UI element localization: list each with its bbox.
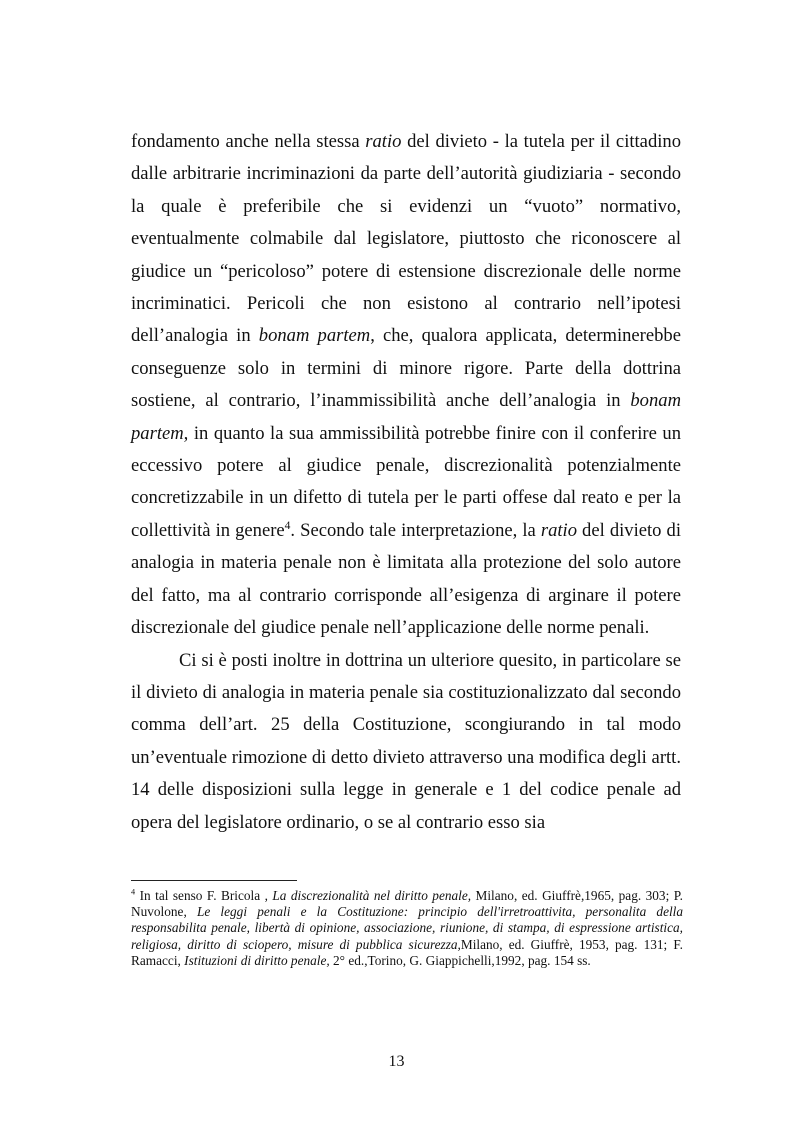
page-number: 13	[388, 1053, 405, 1070]
text-run: Ci si è posti inoltre in dottrina un ulteriore quesito, in particolare se il divieto di analogia in materia penale sia costituzionalizzato dal secondo comma dell’art. 25 della Costituzione, scongiurando in tal modo un’eventuale rimozione di detto divieto attraverso una modifica degli artt. 14 delle disposizioni sulla legge in generale e 1 del codice penale ad opera del legislatore ordinario, o se al contrario esso sia	[131, 649, 681, 833]
italic-text: Le leggi penali e la Costituzione: principio dell'irretroattivita, personalita della responsabilita penale, libertà di opinione, associazione, riunione, di stampa, di espressione artistica, religiosa, diritto di sciopero, misure di pubblica sicurezza,	[131, 904, 684, 952]
italic-text: La discrezionalità nel diritto penale,	[272, 888, 472, 903]
text-run: del divieto di analogia in materia penale non è limitata alla protezione del solo autore del fatto, ma al contrario corrisponde all’esigenza di arginare il potere discrezionale del giudice penale nell’applicazione delle norme penali.	[131, 519, 682, 639]
footnote-marker: 4	[131, 887, 136, 897]
text-run: in quanto la sua ammissibilità potrebbe finire con il conferire un eccessivo potere al giudice penale, discrezionalità potenzialmente concretizzabile in un difetto di tutela per le parti offese dal reato e per la collettività in genere	[131, 422, 681, 541]
body-text	[131, 126, 681, 839]
footnote-marker: 4	[284, 519, 291, 532]
footnote-separator	[131, 880, 297, 881]
italic-text: Istituzioni di diritto penale,	[184, 952, 330, 968]
text-run: del divieto - la tutela per il cittadino dalle arbitrarie incriminazioni da parte dell’autorità giudiziaria - secondo la quale è preferibile che si evidenzi un “vuoto” normativo, eventualmente colmabile dal legislatore, piuttosto che riconoscere al giudice un “pericoloso” potere di estensione discrezionale delle norme incriminatici. Pericoli che non esistono al contrario nell’ipotesi dell’analogia in	[131, 131, 681, 347]
italic-text: bonam partem	[258, 325, 371, 347]
footnote-area	[131, 888, 683, 969]
text-run: fondamento anche nella stessa	[131, 131, 366, 152]
italic-text: ratio	[540, 519, 577, 541]
text-run: , che, qualora applicata, determinerebbe conseguenze solo in termini di minore rigore. Parte della dottrina sostiene, al contrario, l’inammissibilità anche dell’analogia in	[131, 325, 681, 412]
footnote-4	[131, 888, 683, 969]
text-run: 2° ed.,Torino, G. Giappichelli,1992, pag. 154 ss.	[329, 952, 591, 968]
text-run: . Secondo tale interpretazione, la	[290, 519, 541, 541]
paragraph-2	[131, 645, 681, 839]
italic-text: bonam partem,	[131, 390, 681, 444]
text-run: Milano, ed. Giuffrè,1965, pag. 303; P. Nuvolone,	[131, 888, 683, 920]
text-run: Milano, ed. Giuffrè, 1953, pag. 131; F. Ramacci,	[131, 936, 683, 968]
paragraph-1	[131, 126, 681, 645]
text-run: In tal senso F. Bricola ,	[135, 888, 273, 903]
italic-text: ratio	[365, 131, 402, 152]
